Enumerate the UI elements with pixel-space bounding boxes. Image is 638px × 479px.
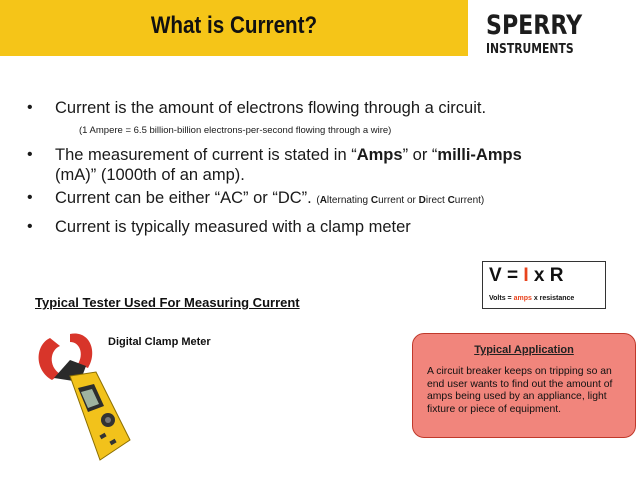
bullet-item xyxy=(27,98,627,118)
bullet-icon: • xyxy=(27,99,33,116)
bullet-text: The measurement of current is stated in “ xyxy=(55,146,357,164)
bullet-icon: • xyxy=(27,218,33,235)
bullet-icon: • xyxy=(27,189,33,206)
bullet-item xyxy=(27,145,627,185)
bullet-item xyxy=(27,188,627,211)
ohms-law-legend: Volts = amps x resistance xyxy=(489,295,575,302)
callout-title: Typical Application xyxy=(474,344,574,356)
logo-instruments: INSTRUMENTS xyxy=(486,41,574,57)
title-banner xyxy=(0,0,468,56)
bullet-text: Current can be either “AC” or “DC”. xyxy=(55,189,312,207)
ohms-law-equation: V = I x R xyxy=(489,265,564,286)
bullet-text: ” or “ xyxy=(402,146,438,164)
bullet-text: Current is typically measured with a clamp meter xyxy=(55,218,411,236)
tester-heading: Typical Tester Used For Measuring Current xyxy=(35,295,300,310)
typical-application-callout xyxy=(412,333,636,438)
sperry-instruments-logo xyxy=(486,10,630,60)
amps-term: Amps xyxy=(356,146,403,164)
ac-dc-note: (Alternating Current or Direct Current) xyxy=(316,195,485,206)
bullet-list xyxy=(27,98,627,237)
meter-label: Digital Clamp Meter xyxy=(108,336,211,348)
bullet-text: Current is the amount of electrons flowing through a circuit. xyxy=(55,99,487,117)
clamp-meter-image xyxy=(30,330,150,470)
callout-body: A circuit breaker keeps on tripping so an end user wants to find out the amount of amps being used by an appliance, light fixture or piece of equipment. xyxy=(427,366,613,415)
bullet-icon: • xyxy=(27,146,33,163)
ohms-law-box xyxy=(482,261,606,309)
milli-amps-term: milli-Amps xyxy=(437,146,522,164)
bullet-text: (mA)” (1000th of an amp). xyxy=(55,166,245,184)
bullet-subnote: (1 Ampere = 6.5 billion-billion electrons-per-second flowing through a wire) xyxy=(79,125,392,136)
logo-sperry: SPERRY xyxy=(486,10,583,41)
bullet-item xyxy=(27,217,627,237)
page-title: What is Current? xyxy=(150,12,318,39)
